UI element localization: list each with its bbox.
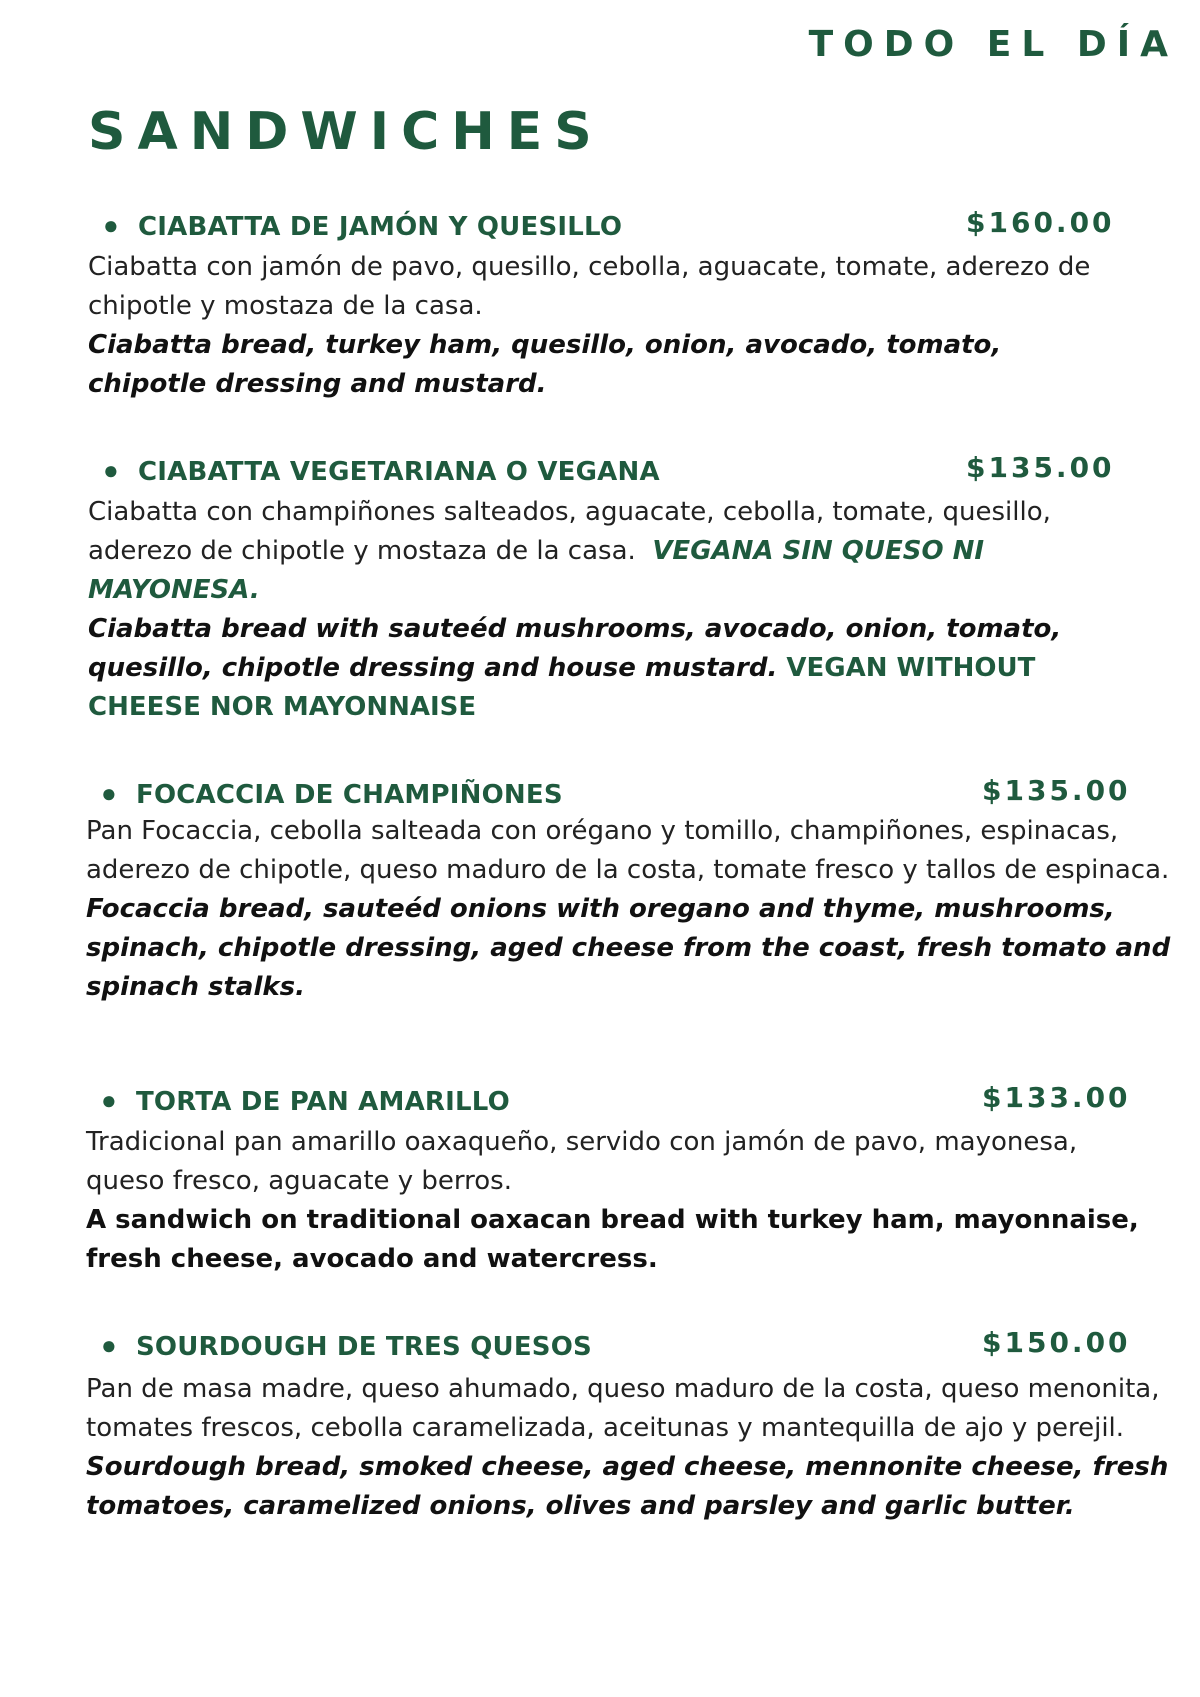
bullet-icon: ● — [103, 210, 119, 240]
menu-item — [0, 449, 1200, 722]
item-name: CIABATTA DE JAMÓN Y QUESILLO — [138, 212, 623, 242]
item-description-en-text: Ciabatta bread with sauteéd mushrooms, avocado, onion, tomato, quesillo, chipotle dressing and house mustard. — [88, 614, 1062, 683]
item-price: $150.00 — [982, 1326, 1131, 1359]
item-description-es: Pan de masa madre, queso ahumado, queso maduro de la costa, queso menonita, tomates frescos, cebolla caramelizada, aceitunas y mantequilla de ajo y perejil. — [86, 1374, 1160, 1443]
item-price: $135.00 — [966, 451, 1115, 484]
bullet-icon: ● — [101, 1330, 117, 1360]
item-description-es: Pan Focaccia, cebolla salteada con orégano y tomillo, champiñones, espinacas, aderezo de chipotle, queso maduro de la costa, tomate fresco y tallos de espinaca. — [86, 816, 1170, 885]
item-description-es — [88, 493, 1128, 610]
page-header: TODO EL DÍA — [808, 24, 1178, 65]
item-name: TORTA DE PAN AMARILLO — [136, 1087, 510, 1117]
item-description-en: Focaccia bread, sauteéd onions with oregano and thyme, mushrooms, spinach, chipotle dressing, aged cheese from the coast, fresh tomato and spinach stalks. — [86, 894, 1171, 1002]
item-note-es: VEGANA SIN QUESO NI MAYONESA. — [88, 536, 985, 605]
item-note-en: VEGAN WITHOUT CHEESE NOR MAYONNAISE — [88, 653, 1036, 722]
item-description-en: A sandwich on traditional oaxacan bread with turkey ham, mayonnaise, fresh cheese, avocado and watercress. — [86, 1205, 1139, 1274]
item-description-es: Ciabatta con jamón de pavo, quesillo, cebolla, aguacate, tomate, aderezo de chipotle y mostaza de la casa. — [88, 252, 1091, 321]
bullet-icon: ● — [101, 778, 117, 808]
menu-item — [0, 204, 1200, 399]
bullet-icon: ● — [103, 455, 119, 485]
item-name: CIABATTA VEGETARIANA O VEGANA — [138, 457, 660, 487]
item-description-en — [88, 610, 1128, 727]
menu-item — [0, 1079, 1200, 1274]
item-price: $133.00 — [982, 1081, 1131, 1114]
item-description-es-text: Ciabatta con champiñones salteados, aguacate, cebolla, tomate, quesillo, aderezo de chipotle y mostaza de la casa. — [88, 497, 1051, 566]
item-price: $135.00 — [982, 774, 1131, 807]
item-description-en: Sourdough bread, smoked cheese, aged cheese, mennonite cheese, fresh tomatoes, caramelized onions, olives and parsley and garlic butter. — [86, 1452, 1169, 1521]
item-description-en: Ciabatta bread, turkey ham, quesillo, onion, avocado, tomato, chipotle dressing and mustard. — [88, 330, 1002, 399]
item-name: FOCACCIA DE CHAMPIÑONES — [136, 780, 563, 810]
bullet-icon: ● — [101, 1085, 117, 1115]
menu-item — [0, 1324, 1200, 1521]
item-price: $160.00 — [966, 206, 1115, 239]
section-title: SANDWICHES — [88, 102, 604, 162]
menu-item — [0, 772, 1200, 1002]
item-description-es: Tradicional pan amarillo oaxaqueño, servido con jamón de pavo, mayonesa, queso fresco, aguacate y berros. — [86, 1127, 1078, 1196]
item-name: SOURDOUGH DE TRES QUESOS — [136, 1332, 592, 1362]
